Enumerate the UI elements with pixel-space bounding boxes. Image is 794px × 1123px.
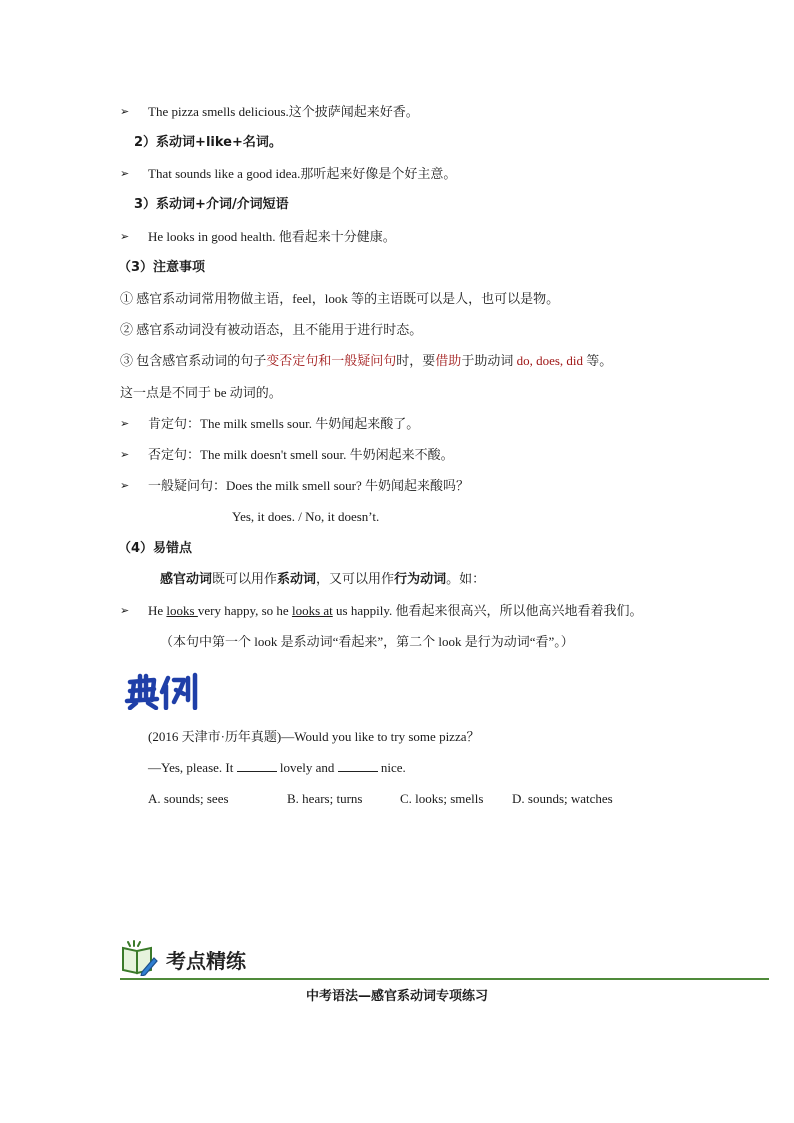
note-item: ② 感官系动词没有被动语态，且不能用于进行时态。 [120, 322, 423, 337]
option-a: A. sounds; sees [148, 791, 229, 806]
bullet-arrow: ➢ [120, 605, 130, 617]
bullet-arrow: ➢ [120, 168, 130, 180]
bold-text: 感官动词 [160, 572, 213, 587]
paragraph [160, 571, 485, 589]
note-item: ① 感官系动词常用物做主语，feel，look 等的主语既可以是人，也可以是物。 [120, 291, 560, 306]
bold-text: 行为动词 [394, 572, 447, 587]
example-sentence: The pizza smells delicious.这个披萨闻起来好香。 [148, 104, 419, 119]
note-item [120, 352, 612, 370]
option-d: D. sounds; watches [512, 791, 613, 806]
underlined-text: looks at [291, 603, 333, 618]
section-heading: （3）注意事项 [118, 260, 206, 275]
bullet-arrow: ➢ [120, 231, 130, 243]
example-sentence: That sounds like a good idea.那听起来好像是个好主意。 [148, 166, 457, 181]
subheading: 2）系动词+like+名词。 [134, 135, 282, 150]
question-text: nice. [377, 760, 406, 775]
example-sentence: Yes, it does. / No, it doesn’t. [232, 509, 380, 524]
section-title: 考点精练 [166, 949, 246, 973]
sentence-text: us happily. 他看起来很高兴，所以他高兴地看着我们。 [332, 603, 643, 618]
bullet-arrow: ➢ [120, 106, 130, 118]
highlight-text: 变否定句和一般疑问句 [266, 353, 397, 368]
explanation-note: （本句中第一个 look 是系动词“看起来”，第二个 look 是行为动词“看”。） [160, 634, 574, 649]
highlight-text: 借助 [435, 353, 462, 368]
answer-blank [237, 759, 277, 772]
subheading: 3）系动词+介词/介词短语 [134, 197, 289, 212]
option-c: C. looks; smells [400, 791, 484, 806]
answer-blank [338, 759, 378, 772]
section-divider [120, 978, 769, 980]
question-text: —Yes, please. It [148, 760, 237, 775]
bullet-arrow: ➢ [120, 418, 130, 430]
bold-text: 系动词 [277, 572, 317, 587]
note-text: 等。 [583, 353, 613, 368]
paragraph-text: 。如： [446, 572, 486, 587]
question-text: lovely and [276, 760, 338, 775]
question-stem: (2016 天津市·历年真题)—Would you like to try some pizza？ [148, 729, 480, 744]
option-b: B. hears; turns [287, 791, 363, 806]
question-line [148, 759, 406, 777]
example-logo [124, 672, 200, 710]
bullet-arrow: ➢ [120, 480, 130, 492]
note-text: 于助动词 [461, 353, 517, 368]
sentence-text: He [148, 603, 167, 618]
note-text: 这一点是不同于 be 动词的。 [120, 385, 282, 400]
book-pencil-icon [120, 940, 158, 976]
example-sentence: 一般疑问句：Does the milk smell sour? 牛奶闻起来酸吗？ [148, 478, 470, 493]
section-heading: （4）易错点 [118, 541, 193, 556]
example-sentence: 肯定句：The milk smells sour. 牛奶闻起来酸了。 [148, 416, 420, 431]
highlight-text: do, does, did [516, 353, 584, 368]
example-sentence [148, 602, 642, 620]
bullet-arrow: ➢ [120, 449, 130, 461]
example-sentence: He looks in good health. 他看起来十分健康。 [148, 229, 396, 244]
sentence-text: very happy, so he [197, 603, 292, 618]
note-text: ③ 包含感官系动词的句子 [120, 353, 267, 368]
paragraph-text: 既可以用作 [212, 572, 278, 587]
example-sentence: 否定句：The milk doesn't smell sour. 牛奶闲起来不酸。 [148, 447, 454, 462]
exercise-title: 中考语法—感官系动词专项练习 [305, 989, 488, 1004]
paragraph-text: ，又可以用作 [316, 572, 395, 587]
note-text: 时，要 [396, 353, 436, 368]
underlined-text: looks [166, 603, 198, 618]
